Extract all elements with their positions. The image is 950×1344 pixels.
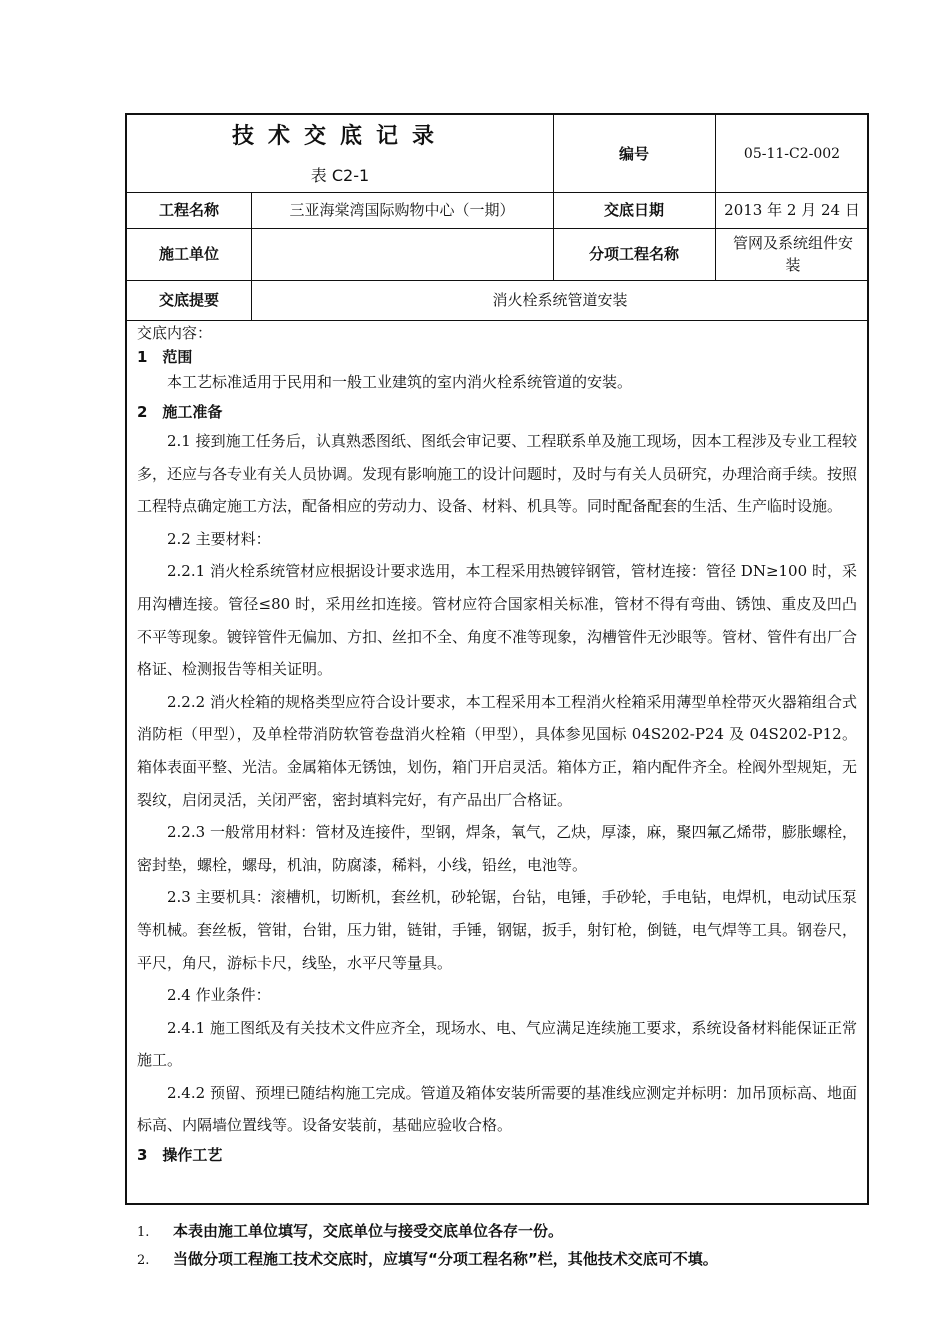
paragraph: 2.2.3 一般常用材料：管材及连接件，型钢，焊条，氧气，乙炔，厚漆，麻，聚四氟乙烯带，膨胀螺栓，密封垫，螺栓，螺母，机油，防腐漆，稀料，小线，铅丝，电池等。 [137, 823, 857, 874]
disclosure-form [125, 113, 869, 1205]
paragraph: 2.4.2 预留、预埋已随结构施工完成。管道及箱体安装所需要的基准线应测定并标明：加吊顶标高、地面标高、内隔墙位置线等。设备安装前，基础应验收合格。 [137, 1083, 857, 1135]
row-divider [127, 320, 867, 321]
footnote-item: 1. 本表由施工单位填写，交底单位与接受交底单位各存一份。 [137, 1222, 564, 1240]
paragraph: 2.2.1 消火栓系统管材应根据设计要求选用，本工程采用热镀锌钢管，管材连接：管径 DN≥100 时，采用沟槽连接。管径≤80 时，采用丝扣连接。管材应符合国家相关标准，管材不得有弯曲、锈蚀、重皮及凹凸不平等现象。镀锌管件无偏加、方扣、丝扣不全、角度不准等现象，沟槽管件无沙眼等。管材、管件有出厂合格证、检测报告等相关证明。 [137, 562, 858, 679]
section-title: 1 范围 [137, 348, 193, 366]
number-value: 05-11-C2-002 [743, 145, 841, 162]
content-intro: 交底内容： [137, 324, 213, 342]
paragraph: 2.2 主要材料： [167, 529, 271, 548]
paragraph: 2.1 接到施工任务后，认真熟悉图纸、图纸会审记要、工程联系单及施工现场，因本工程涉及专业工程较多，还应与各专业有关人员协调。发现有影响施工的设计问题时，及时与有关人员研究，办理洽商手续。按照工程特点确定施工方法，配备相应的劳动力、设备、材料、机具等。同时配备配套的生活、生产临时设施。 [137, 432, 858, 516]
paragraph: 2.3 主要机具：滚槽机，切断机，套丝机，砂轮锯，台钻，电锤，手砂轮，手电钻，电焊机，电动试压泵等机械。套丝板，管钳，台钳，压力钳，链钳，手锤，钢锯，扳手，射钉枪，倒链，电气焊等工具。钢卷尺，平尺，角尺，游标卡尺，线坠，水平尺等量具。 [137, 888, 858, 972]
summary-value: 消火栓系统管道安装 [492, 291, 628, 309]
contractor-label: 施工单位 [158, 245, 219, 263]
project-label: 工程名称 [158, 201, 219, 219]
section-title: 2 施工准备 [137, 403, 223, 421]
footnote-item: 2. 当做分项工程施工技术交底时，应填写“分项工程名称”栏，其他技术交底可不填。 [137, 1250, 718, 1268]
paragraph: 2.2.2 消火栓箱的规格类型应符合设计要求，本工程采用本工程消火栓箱采用薄型单栓带灭火器箱组合式消防柜（甲型），及单栓带消防软管卷盘消火栓箱（甲型），具体参见国标 04S202-P24 及 04S202-P12。箱体表面平整、光洁。金属箱体无锈蚀，划伤，箱门开启灵活。箱体方正，箱内配件齐全。栓阀外型规矩，无裂纹，启闭灵活，关闭严密，密封填料完好，有产品出厂合格证。 [137, 692, 858, 809]
disclosure-content [137, 323, 857, 1168]
section-title: 3 操作工艺 [137, 1146, 223, 1165]
paragraph: 本工艺标准适用于民用和一般工业建筑的室内消火栓系统管道的安装。 [167, 373, 633, 391]
paragraph: 2.4.1 施工图纸及有关技术文件应齐全，现场水、电、气应满足连续施工要求，系统设备材料能保证正常施工。 [137, 1018, 857, 1070]
paragraph: 2.4 作业条件： [167, 986, 271, 1005]
project-value: 三亚海棠湾国际购物中心（一期） [289, 201, 515, 219]
summary-label: 交底提要 [158, 291, 219, 309]
date-value: 2013 年 2 月 24 日 [724, 201, 860, 219]
number-label: 编号 [618, 144, 649, 163]
form-title: 技术交底记录 [231, 124, 448, 149]
form-code: 表 C2-1 [310, 165, 370, 185]
contractor-value [251, 228, 553, 280]
subproject-label: 分项工程名称 [588, 245, 679, 263]
subproject-value: 管网及系统组件安装 [732, 234, 853, 274]
date-label: 交底日期 [603, 201, 664, 219]
footnotes [137, 1218, 718, 1274]
